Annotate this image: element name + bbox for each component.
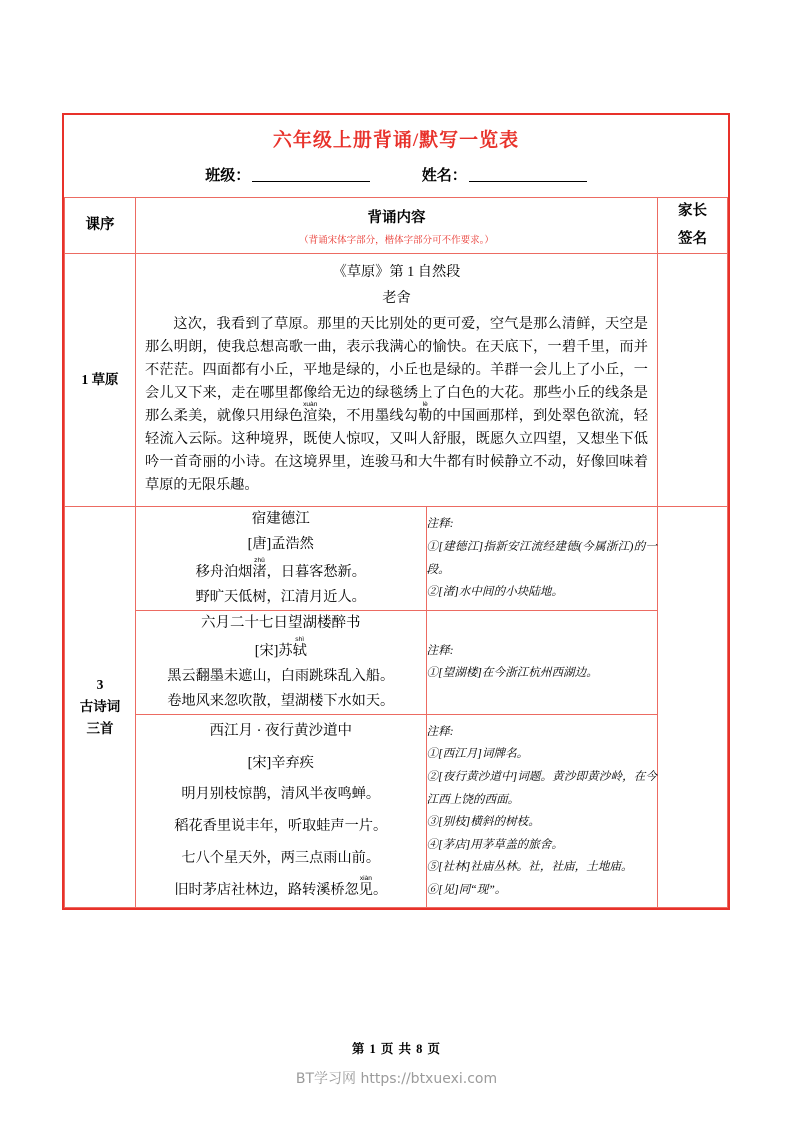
poem-title: 宿建德江 xyxy=(251,511,310,528)
header-signature-line1: 家长 xyxy=(678,203,707,219)
row-order-gushici-line3: 三首 xyxy=(86,721,114,737)
ruby-xian-char: 见 xyxy=(358,882,373,899)
note-item: ⑥[见]同“现”。 xyxy=(426,882,507,896)
poem-line-1a: 移舟泊烟 xyxy=(195,564,253,581)
note-item: ⑤[社林]社庙丛林。社，社庙，土地庙。 xyxy=(426,860,633,874)
header-content xyxy=(136,198,658,254)
ruby-xian-pinyin: xiàn xyxy=(358,875,373,883)
note-item: ④[茅店]用茅草盖的旅舍。 xyxy=(426,837,564,851)
poem-line-1: 黑云翻墨未遮山，白雨跳珠乱入船。 xyxy=(167,668,395,685)
poem-author xyxy=(136,636,426,664)
notes-heading: 注释: xyxy=(426,643,454,657)
passage-author: 老舍 xyxy=(382,290,411,307)
ruby-zhu xyxy=(252,557,267,581)
name-blank[interactable] xyxy=(469,181,587,182)
page-number: 第 1 页 共 8 页 xyxy=(351,1042,442,1056)
table-header-row xyxy=(65,198,728,254)
name-label: 姓名： xyxy=(421,168,467,184)
notes-heading: 注释: xyxy=(426,724,454,738)
title-band xyxy=(64,115,728,197)
poem-row xyxy=(136,714,657,907)
header-order: 课序 xyxy=(65,198,136,254)
poem-cell-xijiangyue xyxy=(136,714,426,907)
passage-body-part3: 的中国画那样，到处翠色欲流，轻轻流入云际。这种境界，既使人惊叹，又叫人舒服，既愿久立四望，又想坐下低吟一首奇丽的小诗。在这境界里，连骏马和大牛都有时候静立不动，好像回味着草原的无限乐趣。 xyxy=(145,408,648,494)
note-item: ②[夜行黄沙道中]词题。黄沙即黄沙岭，在今江西上饶的西面。 xyxy=(426,769,657,806)
notes-heading: 注释: xyxy=(426,517,454,531)
poem-subtable xyxy=(136,507,657,907)
ruby-shi-char: 轼 xyxy=(292,643,307,660)
header-content-main: 背诵内容 xyxy=(367,209,426,226)
name-field[interactable] xyxy=(422,164,587,185)
header-signature xyxy=(658,198,728,254)
class-field[interactable] xyxy=(205,164,370,185)
poem-line-2: 卷地风来忽吹散，望湖楼下水如天。 xyxy=(167,693,395,710)
poem-title: 六月二十七日望湖楼醉书 xyxy=(201,615,361,631)
poem-cell-sujiandejiang xyxy=(136,507,426,610)
poem-line-1 xyxy=(136,557,426,585)
row-order-gushici xyxy=(65,507,136,908)
row-signature-caoyuan[interactable] xyxy=(658,254,728,507)
ruby-zhu-pinyin: zhǔ xyxy=(252,557,267,565)
notes-cell-sujiandejiang xyxy=(426,507,657,610)
page-title: 六年级上册背诵/默写一览表 xyxy=(272,130,520,151)
note-item: ①[建德江]指新安江流经建德(今属浙江)的一段。 xyxy=(426,539,657,576)
passage-body-part1: 这次，我看到了草原。那里的天比别处的更可爱，空气是那么清鲜，天空是那么明朗，使我总想高歌一曲，表示我满心的愉快。在天底下，一碧千里，而并不茫茫。四面都有小丘，平地是绿的，小丘也是绿的。羊群一会儿上了小丘，一会儿又下来，走在哪里都像给无边的绿毯绣上了白色的大花。那些小丘的线条是那么柔美，就像只用绿色 xyxy=(145,316,648,425)
ruby-le-pinyin: lè xyxy=(418,401,433,409)
passage-caoyuan xyxy=(136,254,657,506)
notes-cell-xijiangyue xyxy=(426,714,657,907)
poem-line-4b: 。 xyxy=(372,882,388,899)
note-item: ③[别枝]横斜的树枝。 xyxy=(426,815,540,829)
poem-line-2: 野旷天低树，江清月近人。 xyxy=(195,589,366,606)
poem-line-4 xyxy=(136,875,426,907)
row-content-gushici xyxy=(136,507,658,908)
poem-line-4a: 旧时茅店社林边，路转溪桥忽 xyxy=(174,882,359,899)
poem-line-1b: ，日暮客愁新。 xyxy=(266,564,366,581)
row-order-caoyuan: 1 草原 xyxy=(65,254,136,507)
passage-body-part2: 染，不用墨线勾 xyxy=(317,408,419,425)
ruby-xian xyxy=(358,875,373,899)
poem-cell-wanghulou xyxy=(136,611,426,715)
worksheet-table xyxy=(62,113,730,910)
note-item: ①[西江月]词牌名。 xyxy=(426,747,529,761)
class-blank[interactable] xyxy=(252,181,370,182)
note-item: ②[渚]水中间的小块陆地。 xyxy=(426,585,564,599)
poem-author-a: [宋]苏 xyxy=(254,643,293,660)
ruby-xuan-pinyin: xuàn xyxy=(303,401,318,409)
poem-row xyxy=(136,507,657,610)
row-order-gushici-line1: 3 xyxy=(96,676,104,692)
site-watermark: BT学习网 https://btxuexi.com xyxy=(295,1071,498,1087)
recitation-table xyxy=(64,197,728,908)
poem-line-2: 稻花香里说丰年，听取蛙声一片。 xyxy=(174,818,388,835)
table-row xyxy=(65,254,728,507)
row-content-caoyuan xyxy=(136,254,658,507)
ruby-shi-pinyin: shì xyxy=(292,636,307,644)
poem-line-3: 七八个星天外，两三点雨山前。 xyxy=(181,850,381,867)
poem-title: 西江月 · 夜行黄沙道中 xyxy=(209,722,353,739)
note-item: ①[望湖楼]在今浙江杭州西湖边。 xyxy=(426,666,598,680)
ruby-xuan xyxy=(303,401,318,425)
notes-cell-wanghulou xyxy=(426,611,657,715)
poem-row xyxy=(136,611,657,715)
header-content-note: （背诵宋体字部分，楷体字部分可不作要求。） xyxy=(299,235,494,246)
poem-line-1: 明月别枝惊鹊，清风半夜鸣蝉。 xyxy=(181,786,381,803)
ruby-xuan-char: 渲 xyxy=(303,408,318,425)
passage-title: 《草原》第 1 自然段 xyxy=(332,264,461,281)
table-row xyxy=(65,507,728,908)
poem-author: [唐]孟浩然 xyxy=(247,536,314,553)
student-id-line xyxy=(64,164,728,185)
row-order-gushici-line2: 古诗词 xyxy=(79,699,121,715)
passage-body xyxy=(145,313,648,497)
class-label: 班级： xyxy=(205,168,251,184)
ruby-shi xyxy=(292,636,307,660)
row-signature-gushici[interactable] xyxy=(658,507,728,908)
ruby-le xyxy=(418,401,433,425)
ruby-zhu-char: 渚 xyxy=(252,564,267,581)
poem-author: [宋]辛弃疾 xyxy=(247,754,314,771)
header-signature-line2: 签名 xyxy=(678,230,707,247)
ruby-le-char: 勒 xyxy=(418,408,433,425)
